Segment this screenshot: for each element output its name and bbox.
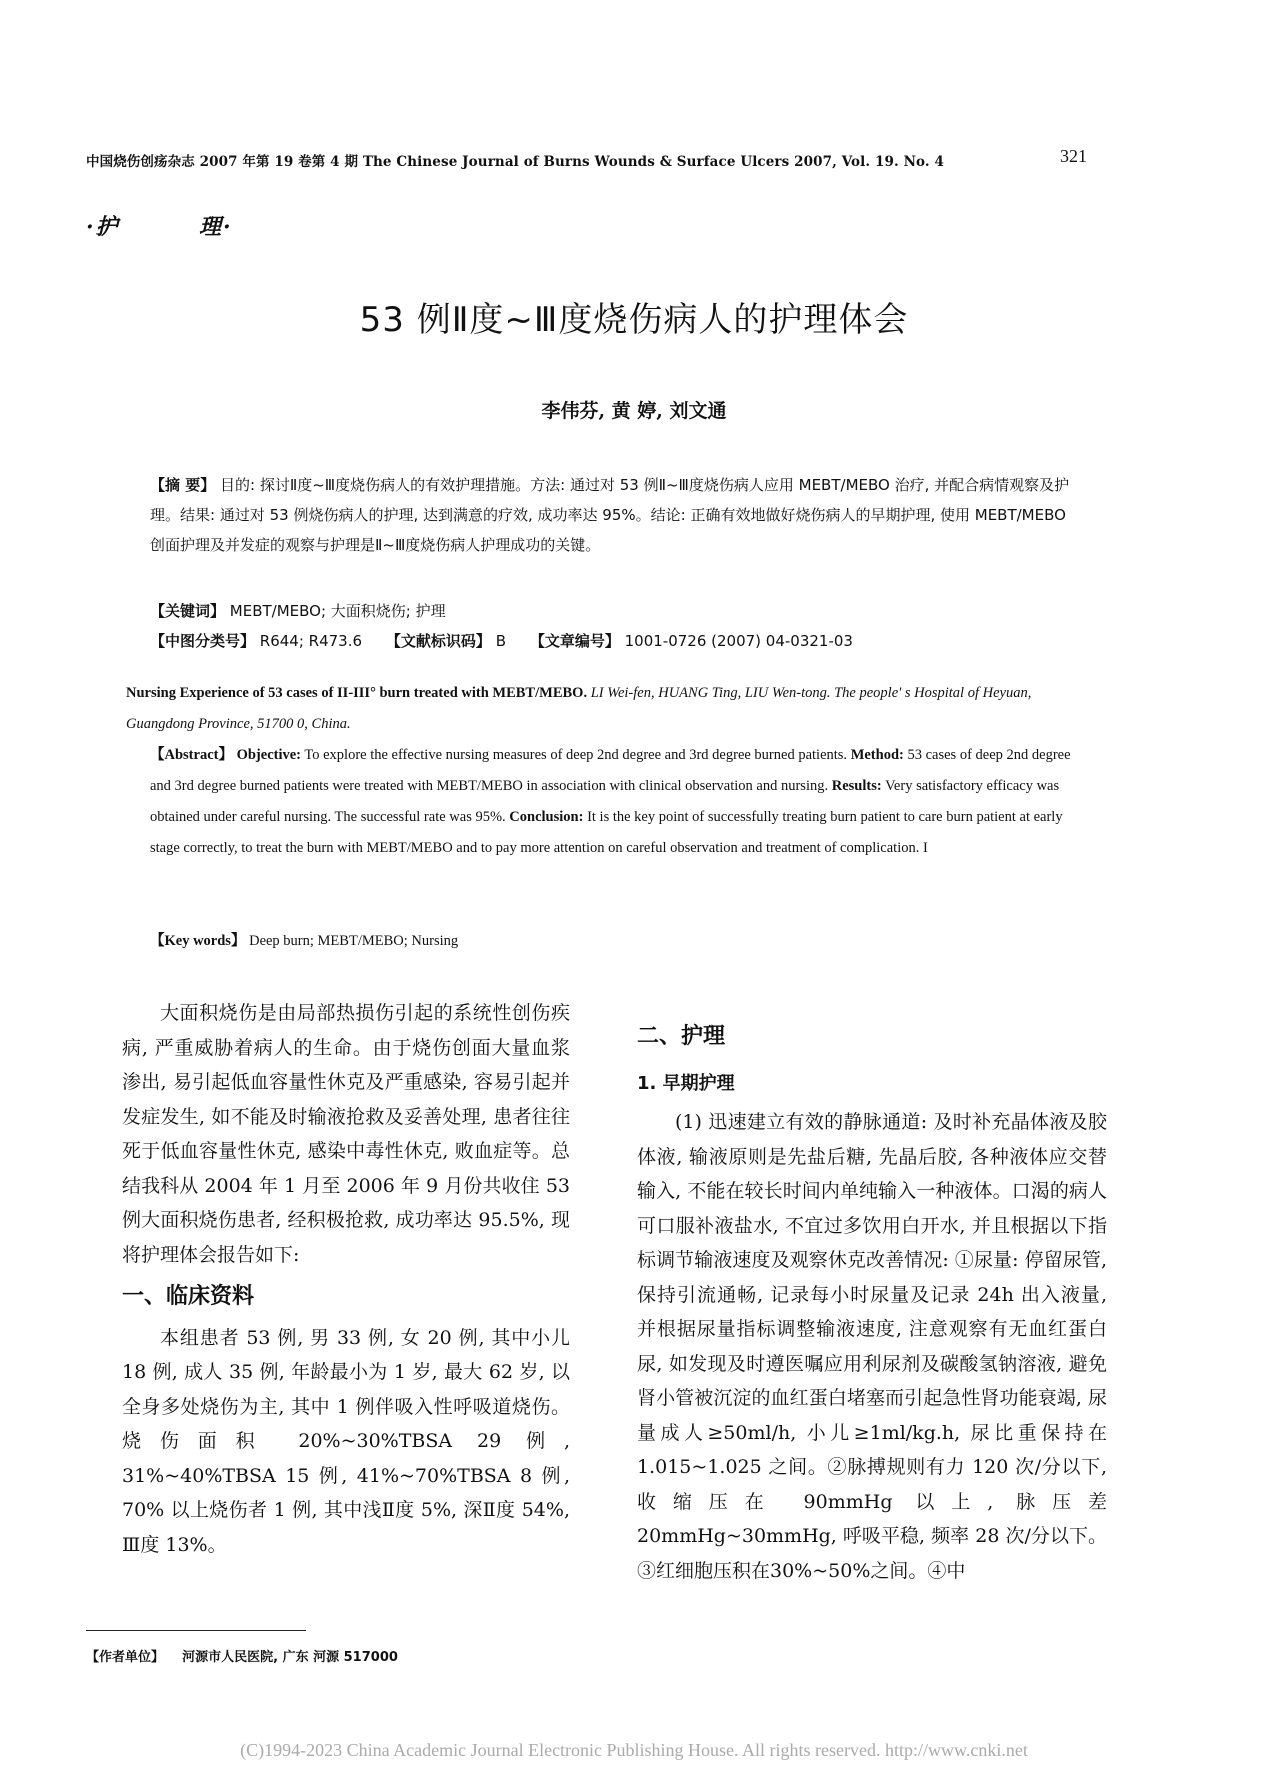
body-left-column [122,996,570,1562]
article-title: 53 例Ⅱ度~Ⅲ度烧伤病人的护理体会 [359,300,909,340]
english-title-block [126,678,1076,740]
body-right-column [637,1020,1107,1588]
english-keywords [150,926,1100,957]
section-1-heading: 一、临床资料 [122,1284,255,1309]
abstract-label: 【摘 要】 [150,476,216,494]
section-2-heading: 二、护理 [637,1024,726,1049]
section-2-paragraph: (1) 迅速建立有效的静脉通道: 及时补充晶体液及胶体液, 输液原则是先盐后糖, 先晶后胶, 各种液体应交替输入, 不能在较长时间内单纯输入一种液体。口渴的病人可口服补液盐水, 不宜过多饮用白开水, 并且根据以下指标调节输液速度及观察休克改善情况: ①尿量: 停留尿管, 保持引流通畅, 记录每小时尿量及记录 24h 出入液量, 并根据尿量指标调整输液速度, 注意观察有无血红蛋白尿, 如发现及时遵医嘱应用利尿剂及碳酸氢钠溶液, 避免肾小管被沉淀的血红蛋白堵塞而引起急性肾功能衰竭, 尿量成人≥50ml/h, 小儿≥1ml/kg.h, 尿比重保持在 1.015~1.025 之间。②脉搏规则有力 120 次/分以下, 收缩压在 90mmHg 以上, 脉压差 20mmHg~30mmHg, 呼吸平稳, 频率 28 次/分以下。③红细胞压积在30%~50%之间。④中 [637,1111,1107,1582]
method-text: 53 cases of deep 2nd degree and 3rd degree burned patients were treated with MEBT/MEBO in association with clinical observation and nursing. [150,747,1071,794]
article-authors: 李伟芬, 黄 婷, 刘文通 [541,400,727,422]
section-tag-part-b: 理· [199,214,233,240]
doc-code-value: B [495,632,506,650]
footnote-rule [86,1630,306,1631]
results-text: Very satisfactory efficacy was obtained under careful nursing. The successful rate was 95%. [150,778,1060,825]
footnote-label: 【作者单位】 [86,1650,165,1665]
doc-code-label: 【文献标识码】 [385,632,491,650]
chinese-abstract [150,470,1075,560]
english-authors: LI Wei-fen, HUANG Ting, LIU Wen-tong. The people' s Hospital of Heyuan, Guangdong Province, 51700 0, China. [126,685,1032,732]
classification-line [150,626,1075,656]
class-label: 【中图分类号】 [150,632,256,650]
english-abstract [150,740,1076,864]
class-value: R644; R473.6 [259,632,363,650]
conclusion-label: Conclusion: [509,809,584,825]
english-keywords-text: Deep burn; MEBT/MEBO; Nursing [249,933,459,949]
article-number-label: 【文章编号】 [529,632,620,650]
keywords-label: 【关键词】 [150,602,226,620]
english-abstract-label: 【Abstract】 [150,747,233,763]
objective-text: To explore the effective nursing measures of deep 2nd degree and 3rd degree burned patients. [304,747,848,763]
page-number: 321 [1060,146,1087,166]
footnote-text: 河源市人民医院, 广东 河源 517000 [182,1650,398,1665]
abstract-text: 目的: 探讨Ⅱ度~Ⅲ度烧伤病人的有效护理措施。方法: 通过对 53 例Ⅱ~Ⅲ度烧伤病人应用 MEBT/MEBO 治疗, 并配合病情观察及护理。结果: 通过对 53 例烧伤病人的护理, 达到满意的疗效, 成功率达 95%。结论: 正确有效地做好烧伤病人的早期护理, 使用 MEBT/MEBO 创面护理及并发症的观察与护理是Ⅱ~Ⅲ度烧伤病人护理成功的关键。 [150,476,1070,554]
subsection-1-heading: 1. 早期护理 [637,1072,735,1094]
copyright-notice: (C)1994-2023 China Academic Journal Electronic Publishing House. All rights reserved. http://www.cnki.net [240,1740,1028,1760]
article-number-value: 1001-0726 (2007) 04-0321-03 [624,632,853,650]
section-1-paragraph: 本组患者 53 例, 男 33 例, 女 20 例, 其中小儿 18 例, 成人 35 例, 年龄最小为 1 岁, 最大 62 岁, 以全身多处烧伤为主, 其中 1 例伴吸入性呼吸道烧伤。烧伤面积 20%~30%TBSA 29 例, 31%~40%TBSA 15 例, 41%~70%TBSA 8 例, 70% 以上烧伤者 1 例, 其中浅Ⅱ度 5%, 深Ⅱ度 54%, Ⅲ度 13%。 [122,1326,570,1556]
intro-paragraph: 大面积烧伤是由局部热损伤引起的系统性创伤疾病, 严重威胁着病人的生命。由于烧伤创面大量血浆渗出, 易引起低血容量性休克及严重感染, 容易引起并发症发生, 如不能及时输液抢救及妥善处理, 患者往往死于低血容量性休克, 感染中毒性休克, 败血症等。总结我科从 2004 年 1 月至 2006 年 9 月份共收住 53 例大面积烧伤患者, 经积极抢救, 成功率达 95.5%, 现将护理体会报告如下: [122,1002,570,1266]
english-title: Nursing Experience of 53 cases of II-III° burn treated with MEBT/MEBO. [126,685,588,701]
english-keywords-label: 【Key words】 [150,933,246,949]
section-tag-part-a: ·护 [86,214,120,240]
keywords-text: MEBT/MEBO; 大面积烧伤; 护理 [229,602,446,620]
conclusion-text: It is the key point of successfully treating burn patient to care burn patient at early stage correctly, to treat the burn with MEBT/MEBO and to pay more attention on careful observation and treatment of complication. I [150,809,1063,856]
method-label: Method: [850,747,904,763]
running-header: 中国烧伤创疡杂志 2007 年第 19 卷第 4 期 The Chinese Journal of Burns Wounds & Surface Ulcers 2007, Vol. 19. No. 4 [86,154,944,170]
author-affiliation-footnote [86,1646,398,1665]
section-tag [86,210,233,241]
objective-label: Objective: [236,747,302,763]
results-label: Results: [831,778,882,794]
chinese-keywords [150,596,1075,626]
